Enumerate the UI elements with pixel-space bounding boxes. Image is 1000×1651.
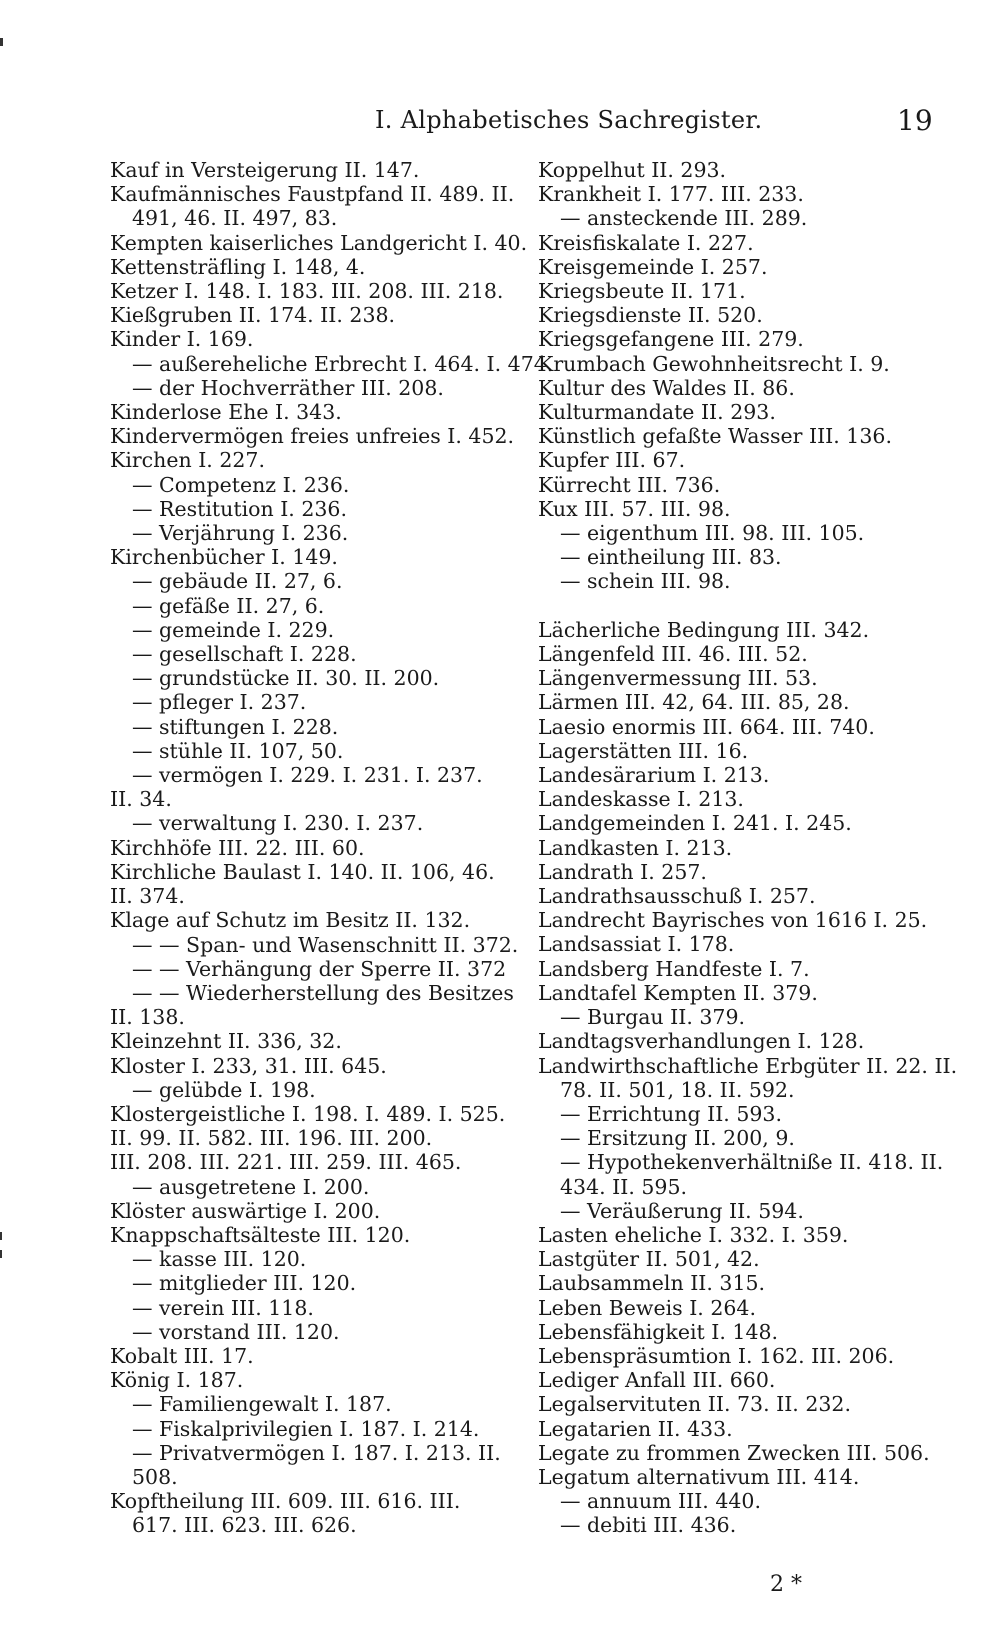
index-entry: — verwaltung I. 230. I. 237. (132, 811, 424, 836)
index-entry: Kleinzehnt II. 336, 32. (110, 1029, 342, 1054)
index-entry: Künstlich gefaßte Wasser III. 136. (538, 424, 892, 449)
index-entry: — gelübde I. 198. (132, 1077, 316, 1102)
index-entry: Kirchliche Baulast I. 140. II. 106, 46. (110, 859, 495, 884)
index-entry: II. 374. (110, 884, 185, 909)
index-entry: — Familiengewalt I. 187. (132, 1392, 392, 1417)
scan-edge-mark (0, 38, 3, 46)
index-entry: Kriegsdienste II. 520. (538, 303, 763, 328)
index-entry: Kauf in Versteigerung II. 147. (110, 158, 420, 182)
index-entry: — ausgetretene I. 200. (132, 1174, 370, 1199)
index-entry: Landkasten I. 213. (538, 835, 733, 860)
scan-edge-mark (0, 1250, 2, 1258)
index-entry: — grundstücke II. 30. II. 200. (132, 666, 440, 691)
index-entry: Landsassiat I. 178. (538, 932, 735, 957)
index-entry: Kobalt III. 17. (110, 1343, 254, 1368)
page-number: 19 (897, 104, 933, 137)
index-entry: — gefäße II. 27, 6. (132, 593, 325, 618)
index-entry: — außereheliche Erbrecht I. 464. I. 474. (132, 351, 554, 376)
index-entry: Lächerliche Bedingung III. 342. (538, 617, 870, 642)
index-entry: Landrath I. 257. (538, 859, 707, 884)
index-entry: — vorstand III. 120. (132, 1319, 340, 1344)
index-entry: II. 138. (110, 1005, 185, 1030)
index-entry: Kießgruben II. 174. II. 238. (110, 303, 396, 328)
index-entry: Kirchhöfe III. 22. III. 60. (110, 835, 365, 860)
index-entry: Legate zu frommen Zwecken III. 506. (538, 1440, 930, 1465)
index-entry: — Burgau II. 379. (560, 1005, 746, 1030)
index-entry: 491, 46. II. 497, 83. (132, 206, 338, 231)
index-entry: Kriegsbeute II. 171. (538, 279, 746, 304)
index-entry: Kux III. 57. III. 98. (538, 496, 731, 521)
index-entry: — Privatvermögen I. 187. I. 213. II. (132, 1440, 501, 1465)
index-entry: Leben Beweis I. 264. (538, 1295, 756, 1320)
index-entry: Kopftheilung III. 609. III. 616. III. (110, 1489, 461, 1514)
index-entry: II. 34. (110, 787, 172, 812)
index-entry: Landsberg Handfeste I. 7. (538, 956, 810, 981)
running-head: I. Alphabetisches Sachregister. (375, 106, 763, 134)
index-entry: Kreisfiskalate I. 227. (538, 230, 754, 255)
index-entry: — der Hochverräther III. 208. (132, 375, 444, 400)
index-entry: Kirchen I. 227. (110, 448, 265, 473)
index-entry: — gebäude II. 27, 6. (132, 569, 343, 594)
index-entry: — kasse III. 120. (132, 1247, 307, 1272)
index-entry: Krumbach Gewohnheitsrecht I. 9. (538, 351, 890, 376)
index-entry: Kupfer III. 67. (538, 448, 686, 473)
index-entry: III. 208. III. 221. III. 259. III. 465. (110, 1150, 462, 1175)
index-entry: Knappschaftsälteste III. 120. (110, 1222, 411, 1247)
index-entry: Laesio enormis III. 664. III. 740. (538, 714, 875, 739)
index-entry: — Errichtung II. 593. (560, 1101, 782, 1126)
index-entry: — annuum III. 440. (560, 1489, 761, 1514)
index-entry: Landrecht Bayrisches von 1616 I. 25. (538, 908, 928, 933)
index-entry: Kloster I. 233, 31. III. 645. (110, 1053, 387, 1078)
index-entry: 78. II. 501, 18. II. 592. (560, 1077, 795, 1102)
index-entry: II. 99. II. 582. III. 196. III. 200. (110, 1126, 433, 1151)
index-entry: Legatarien II. 433. (538, 1416, 733, 1441)
index-entry: Kindervermögen freies unfreies I. 452. (110, 424, 515, 449)
index-entry: Kinderlose Ehe I. 343. (110, 400, 342, 425)
index-entry: — vermögen I. 229. I. 231. I. 237. (132, 763, 483, 788)
index-entry: Landwirthschaftliche Erbgüter II. 22. II. (538, 1053, 958, 1078)
index-entry: Kettensträfling I. 148, 4. (110, 254, 366, 279)
index-entry: — eigenthum III. 98. III. 105. (560, 521, 865, 546)
index-entry: Lärmen III. 42, 64. III. 85, 28. (538, 690, 850, 715)
index-entry: Legatum alternativum III. 414. (538, 1464, 860, 1489)
page-header (0, 100, 1000, 140)
index-entry: — Verjährung I. 236. (132, 521, 349, 546)
index-entry: — — Wiederherstellung des Besitzes (132, 980, 514, 1005)
index-entry: Krankheit I. 177. III. 233. (538, 182, 804, 207)
index-entry: Landrathsausschuß I. 257. (538, 884, 816, 909)
index-entry: Kürrecht III. 736. (538, 472, 721, 497)
index-entry: — stiftungen I. 228. (132, 714, 339, 739)
index-entry: Laubsammeln II. 315. (538, 1271, 766, 1296)
index-entry: Kreisgemeinde I. 257. (538, 254, 768, 279)
printer-signature: 2 * (770, 1572, 802, 1597)
index-entry: — Veräußerung II. 594. (560, 1198, 804, 1223)
index-entry: Lebenspräsumtion I. 162. III. 206. (538, 1343, 895, 1368)
index-entry: — Restitution I. 236. (132, 496, 347, 521)
index-entry: — ansteckende III. 289. (560, 206, 808, 231)
index-entry (538, 594, 958, 618)
index-entry: Kultur des Waldes II. 86. (538, 375, 795, 400)
index-entry: Landgemeinden I. 241. I. 245. (538, 811, 852, 836)
index-column-left (110, 158, 554, 1538)
index-entry: — eintheilung III. 83. (560, 545, 782, 570)
scan-edge-mark (0, 1232, 2, 1240)
index-entry: Klöster auswärtige I. 200. (110, 1198, 381, 1223)
index-entry: — — Verhängung der Sperre II. 372 (132, 956, 507, 981)
index-entry: — debiti III. 436. (560, 1513, 737, 1538)
index-entry: — verein III. 118. (132, 1295, 314, 1320)
index-entry: — Ersitzung II. 200, 9. (560, 1126, 795, 1151)
index-entry: Längenvermessung III. 53. (538, 666, 818, 691)
index-entry: Längenfeld III. 46. III. 52. (538, 642, 808, 667)
index-entry: Landeskasse I. 213. (538, 787, 744, 812)
index-entry: — gesellschaft I. 228. (132, 642, 357, 667)
index-entry: — stühle II. 107, 50. (132, 738, 344, 763)
index-entry: Lasten eheliche I. 332. I. 359. (538, 1222, 849, 1247)
index-entry: Kaufmännisches Faustpfand II. 489. II. (110, 182, 515, 207)
index-entry: Klostergeistliche I. 198. I. 489. I. 525. (110, 1101, 506, 1126)
index-entry: Landtafel Kempten II. 379. (538, 980, 818, 1005)
index-entry: Kinder I. 169. (110, 327, 254, 352)
index-column-right (538, 158, 958, 1538)
index-entry: Landtagsverhandlungen I. 128. (538, 1029, 865, 1054)
index-entry: Klage auf Schutz im Besitz II. 132. (110, 908, 471, 933)
index-entry: — pfleger I. 237. (132, 690, 307, 715)
index-entry: 434. II. 595. (560, 1174, 688, 1199)
index-entry: Lediger Anfall III. 660. (538, 1368, 776, 1393)
index-entry: Ketzer I. 148. I. 183. III. 208. III. 218. (110, 279, 504, 304)
index-entry: — mitglieder III. 120. (132, 1271, 357, 1296)
index-entry: Landesärarium I. 213. (538, 763, 770, 788)
index-entry: Kulturmandate II. 293. (538, 400, 776, 425)
index-entry: Lastgüter II. 501, 42. (538, 1247, 760, 1272)
index-entry: — — Span- und Wasenschnitt II. 372. (132, 932, 519, 957)
index-entry: Legalservituten II. 73. II. 232. (538, 1392, 851, 1417)
index-entry: — gemeinde I. 229. (132, 617, 335, 642)
index-entry: Kirchenbücher I. 149. (110, 545, 338, 570)
index-entry: — Hypothekenverhältniße II. 418. II. (560, 1150, 944, 1175)
index-entry: Lebensfähigkeit I. 148. (538, 1319, 779, 1344)
index-entry: Kriegsgefangene III. 279. (538, 327, 804, 352)
index-entry: 617. III. 623. III. 626. (132, 1513, 357, 1538)
index-entry: Lagerstätten III. 16. (538, 738, 749, 763)
index-entry: — schein III. 98. (560, 569, 731, 594)
index-entry: 508. (132, 1464, 178, 1489)
index-entry: König I. 187. (110, 1368, 244, 1393)
index-entry: Kempten kaiserliches Landgericht I. 40. (110, 230, 528, 255)
index-entry: — Competenz I. 236. (132, 472, 350, 497)
index-entry: — Fiskalprivilegien I. 187. I. 214. (132, 1416, 480, 1441)
index-entry: Koppelhut II. 293. (538, 158, 727, 182)
